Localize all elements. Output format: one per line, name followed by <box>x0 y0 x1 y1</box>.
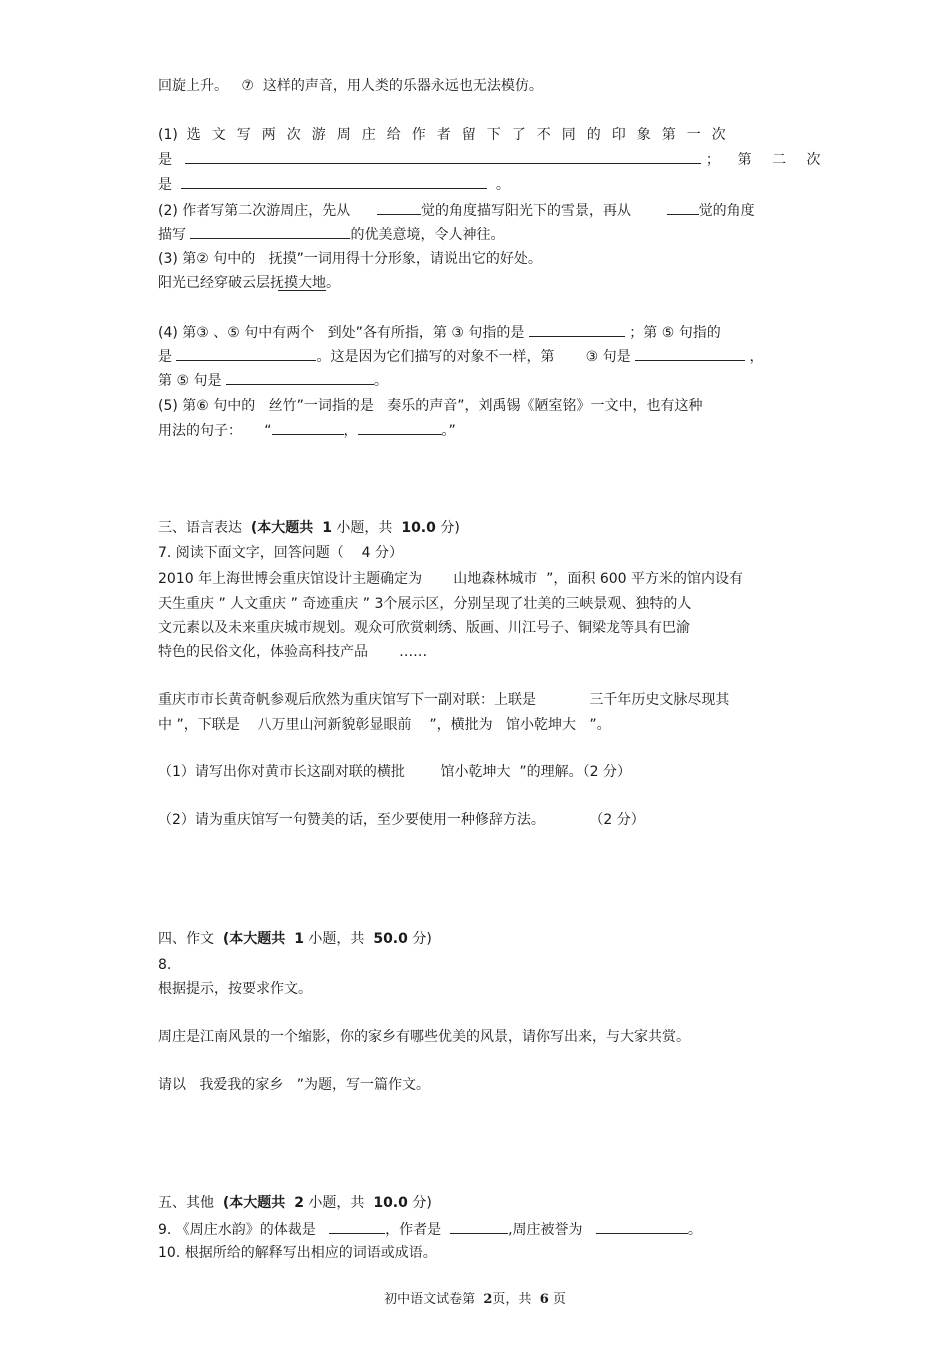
q4-shi: 是 <box>158 349 172 365</box>
q4-text-c: ；第 ⑤ 句指的 <box>629 325 721 341</box>
footer-text-c: 页 <box>552 1292 566 1307</box>
section5-count: 2 <box>294 1195 304 1211</box>
q3-sentence: 阳光已经穿破云层抚摸大地。 <box>158 275 340 291</box>
section5-meta-close: 分) <box>412 1195 432 1211</box>
q1-label: (1) <box>158 127 178 143</box>
q2-text-e: 的优美意境，令人神往。 <box>350 227 505 243</box>
q4-text-d: 。这是因为它们描写的对象不一样，第 <box>316 349 555 365</box>
q1-end: 。 <box>495 177 510 193</box>
q7-p1-l1a: 2010 年上海世博会重庆馆设计主题确定为 <box>158 571 423 587</box>
q5-open: “ <box>264 423 272 439</box>
q5-quoted: 丝竹 <box>268 398 297 414</box>
q7-sub1 <box>158 762 631 782</box>
q7-p1-l4a: 特色的民俗文化，体验高科技产品 <box>158 644 368 660</box>
q7-sub2 <box>158 810 645 830</box>
q1-blank-first[interactable] <box>185 149 701 164</box>
q1-shi-2: 是 <box>158 177 172 193</box>
q5-text-a: 第⑥ 句中的 <box>182 398 256 414</box>
q10: 10. 根据所给的解释写出相应的词语或成语。 <box>158 1245 437 1261</box>
section4-meta-mid: 小题，共 <box>308 931 365 947</box>
q4-blank-1[interactable] <box>529 322 625 337</box>
q2-text-d: 描写 <box>158 227 186 243</box>
q3-underline <box>278 290 326 291</box>
q5-blank-1[interactable] <box>272 420 344 435</box>
q7-p1-line2: 天生重庆 ” 人文重庆 ” 奇迹重庆 ” 3个展示区，分别呈现了壮美的三峡景观、独特的人 <box>158 596 692 612</box>
q5-blank-2[interactable] <box>358 420 442 435</box>
q7-p1-line4 <box>158 642 427 662</box>
q1-semicolon: ； <box>705 152 720 168</box>
q4-line3 <box>158 370 388 391</box>
q7-p1-line1 <box>158 569 743 589</box>
q3-quoted: 抚摸 <box>268 251 297 267</box>
q4-line2: 是 。这是因为它们描写的对象不一样，第 ③ 句是 ， <box>158 346 764 367</box>
q3-line1 <box>158 249 542 269</box>
section4-meta-open: (本大题共 <box>222 931 286 947</box>
q4-text-b: ”各有所指，第 ③ 句指的是 <box>355 325 525 341</box>
q5-line1 <box>158 396 703 416</box>
footer-total-pages: 6 <box>539 1292 549 1307</box>
q1-line3 <box>158 174 510 195</box>
q9-blank-1[interactable] <box>329 1219 385 1234</box>
q3-label: (3) <box>158 251 178 267</box>
q1-line2 <box>158 149 829 170</box>
q7-p1-l1c: ”，面积 600 平方米的馆内设有 <box>546 571 744 587</box>
q5-label: (5) <box>158 398 178 414</box>
q9-blank-3[interactable] <box>596 1219 688 1234</box>
q3-text-b: ”一词用得十分形象，请说出它的好处。 <box>296 251 542 267</box>
q4-blank-2[interactable] <box>176 346 316 361</box>
section5-score: 10.0 <box>373 1195 408 1211</box>
section5-meta-open: (本大题共 <box>222 1195 286 1211</box>
section3-meta-mid: 小题，共 <box>336 520 393 536</box>
q9-text-b: ，作者是 <box>385 1222 442 1238</box>
q7-p1-l1b: 山地森林城市 <box>453 571 538 587</box>
q4-text-g: 。 <box>373 373 388 389</box>
q5-text-c: ”，刘禹锡《陋室铭》一文中，也有这种 <box>457 398 703 414</box>
q4-blank-4[interactable] <box>226 370 374 385</box>
q7-sub1a: （1）请写出你对黄市长这副对联的横批 <box>158 764 405 780</box>
q7-sub1b: 馆小乾坤大 <box>440 764 511 780</box>
q4-blank-3[interactable] <box>635 346 745 361</box>
q3-text-a: 第② 句中的 <box>182 251 256 267</box>
section3-meta-open: (本大题共 <box>250 520 314 536</box>
passage-tail <box>158 76 543 96</box>
q7-p2-l2a: 中 ”，下联是 <box>158 717 240 733</box>
q1-text: 选文写两次游周庄给作者留下了不同的印象第一次 <box>186 127 737 143</box>
q5-comma: ， <box>343 423 358 439</box>
q2-blank-2[interactable] <box>667 200 699 215</box>
q2-line2 <box>158 224 504 245</box>
q5-close: 。” <box>441 423 456 439</box>
q2-blank-1[interactable] <box>377 200 421 215</box>
q9 <box>158 1219 702 1240</box>
section3-meta-close: 分) <box>440 520 460 536</box>
section4-title: 四、作文 <box>158 931 214 947</box>
q8-l3c: ”为题，写一篇作文。 <box>296 1077 430 1093</box>
q7-p1-l4b: …… <box>399 644 428 660</box>
footer-page-number: 2 <box>483 1292 493 1307</box>
q4-quoted: 到处 <box>327 325 356 341</box>
q8-number: 8. <box>158 957 172 973</box>
q8-l3a: 请以 <box>158 1077 186 1093</box>
section5-title: 五、其他 <box>158 1195 214 1211</box>
footer-text-b: 页，共 <box>492 1292 532 1307</box>
passage-text-b: 这样的声音，用人类的乐器永远也无法模仿。 <box>262 78 543 94</box>
section3-title: 三、语言表达 <box>158 520 242 536</box>
q2-blank-3[interactable] <box>190 224 350 239</box>
q8-essay-title: 我爱我的家乡 <box>199 1077 284 1093</box>
q9-text-d: 。 <box>687 1222 702 1238</box>
circle-seven: ⑦ <box>241 78 254 94</box>
section4-meta-close: 分) <box>412 931 432 947</box>
q2-text-b: 觉的角度描写阳光下的雪景，再从 <box>421 203 631 219</box>
section3-count: 1 <box>322 520 332 536</box>
q9-blank-2[interactable] <box>450 1219 508 1234</box>
q1-shi: 是 <box>158 152 172 168</box>
q1-second: 第 二 次 <box>737 152 829 168</box>
q7-stem-text: 7. 阅读下面文字，回答问题（ <box>158 545 344 561</box>
q5-quoted2: 奏乐的声音 <box>387 398 458 414</box>
q9-text-c: ,周庄被誉为 <box>508 1222 583 1238</box>
section5-meta-mid: 小题，共 <box>308 1195 365 1211</box>
q5-text-d: 用法的句子： <box>158 423 242 439</box>
q7-p2-l1b: 三千年历史文脉尽现其 <box>589 692 730 708</box>
q7-p1-line3: 文元素以及未来重庆城市规划。观众可欣赏刺绣、版画、川江号子、铜梁龙等具有巴渝 <box>158 620 690 636</box>
q7-sub2a: （2）请为重庆馆写一句赞美的话，至少要使用一种修辞方法。 <box>158 812 545 828</box>
q8-instruction: 根据提示，按要求作文。 <box>158 981 312 997</box>
q7-p2-l2e: ”。 <box>589 717 611 733</box>
q7-sub2b: （2 分） <box>589 812 645 828</box>
q8-title-line <box>158 1075 430 1095</box>
q7-p2-l2b: 八万里山河新貌彰显眼前 <box>257 717 412 733</box>
q1-line1 <box>158 125 737 145</box>
section3-score: 10.0 <box>401 520 436 536</box>
q5-line2 <box>158 420 456 441</box>
q7-p2-l2d: 馆小乾坤大 <box>505 717 576 733</box>
q9-text-a: 9. 《周庄水韵》的体裁是 <box>158 1222 316 1238</box>
passage-text-a: 回旋上升。 <box>158 78 228 94</box>
q2-text-c: 觉的角度 <box>698 203 755 219</box>
footer-text-a: 初中语文试卷第 <box>384 1292 476 1307</box>
q7-stem-score: 4 分） <box>361 545 403 561</box>
q7-p2-line1 <box>158 690 729 710</box>
q7-p2-l1a: 重庆市市长黄奇帆参观后欣然为重庆馆写下一副对联：上联是 <box>158 692 536 708</box>
q7-p2-line2 <box>158 715 611 735</box>
q4-text-e: ③ 句是 <box>585 349 631 365</box>
q4-text-f: 第 ⑤ 句是 <box>158 373 222 389</box>
q4-text-a: 第③ 、⑤ 句中有两个 <box>182 325 315 341</box>
q7-p2-l2c: ”，横批为 <box>429 717 493 733</box>
q1-blank-second[interactable] <box>181 174 487 189</box>
q8-prompt: 周庄是江南风景的一个缩影，你的家乡有哪些优美的风景，请你写出来，与大家共赏。 <box>158 1029 690 1045</box>
section5-heading <box>158 1193 432 1213</box>
section4-heading <box>158 929 432 949</box>
q5-text-b: ”一词指的是 <box>296 398 374 414</box>
q2-label: (2) <box>158 203 178 219</box>
q7-stem <box>158 543 403 563</box>
section3-heading <box>158 518 460 538</box>
page-footer <box>0 1288 950 1307</box>
q4-line1 <box>158 322 721 343</box>
q7-sub1c: ”的理解。（2 分） <box>519 764 632 780</box>
q2-line1 <box>158 200 755 221</box>
q4-label: (4) <box>158 325 178 341</box>
section4-count: 1 <box>294 931 304 947</box>
q2-text-a: 作者写第二次游周庄，先从 <box>182 203 351 219</box>
section4-score: 50.0 <box>373 931 408 947</box>
